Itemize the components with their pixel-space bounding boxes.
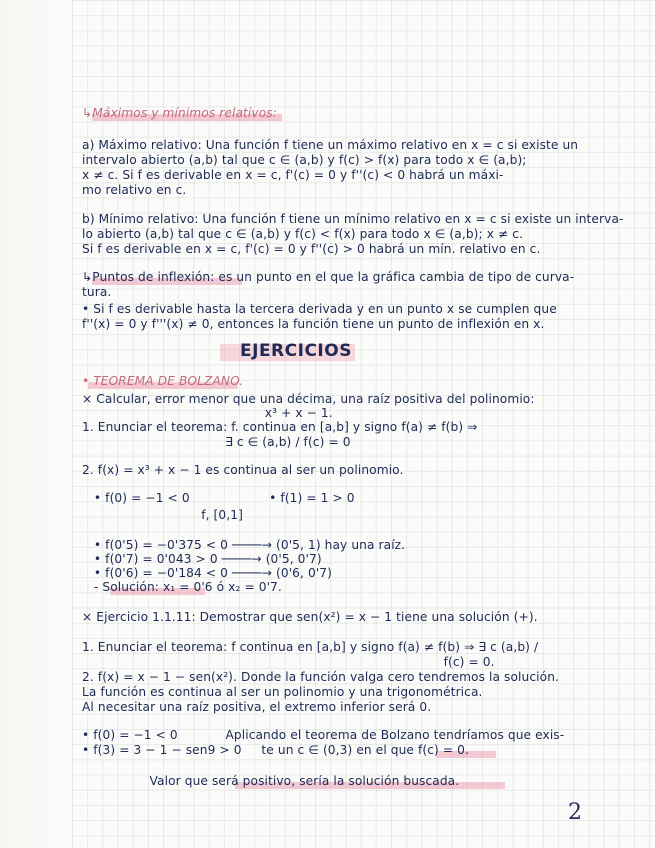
note-line: mo relativo en c. [82, 183, 187, 197]
note-line: La función es continua al ser un polinomio y una trigonométrica. [82, 685, 483, 699]
note-line: f''(x) = 0 y f'''(x) ≠ 0, entonces la función tiene un punto de inflexión en x. [82, 317, 545, 331]
note-line: ↳Máximos y mínimos relativos: [82, 106, 277, 120]
note-line: ↳Puntos de inflexión: es un punto en el que la gráfica cambia de tipo de curva- [82, 270, 575, 284]
note-line: • f(0) = −1 < 0 Aplicando el teorema de Bolzano tendríamos que exis- [82, 728, 565, 742]
note-line: 1. Enunciar el teorema: f. continua en [a,b] y signo f(a) ≠ f(b) ⇒ [82, 420, 478, 434]
note-line: 2. f(x) = x³ + x − 1 es continua al ser un polinomio. [82, 463, 404, 477]
note-line: 1. Enunciar el teorema: f continua en [a,b] y signo f(a) ≠ f(b) ⇒ ∃ c (a,b) / [82, 640, 539, 654]
note-line: tura. [82, 285, 112, 299]
note-line: Si f es derivable en x = c, f'(c) = 0 y f''(c) > 0 habrá un mín. relativo en c. [82, 242, 541, 256]
note-line: × Calcular, error menor que una décima, una raíz positiva del polinomio: [82, 392, 535, 406]
note-line: 2. f(x) = x − 1 − sen(x²). Donde la función valga cero tendremos la solución. [82, 670, 560, 684]
note-line: lo abierto (a,b) tal que c ∈ (a,b) y f(c) < f(x) para todo x ∈ (a,b); x ≠ c. [82, 227, 524, 241]
note-line: a) Máximo relativo: Una función f tiene un máximo relativo en x = c si existe un [82, 138, 579, 152]
note-line: × Ejercicio 1.1.11: Demostrar que sen(x²) = x − 1 tiene una solución (+). [82, 610, 538, 624]
note-line: x ≠ c. Si f es derivable en x = c, f'(c) = 0 y f''(c) < 0 habrá un máxi- [82, 168, 504, 182]
note-line: • Si f es derivable hasta la tercera derivada y en un punto x se cumplen que [82, 302, 557, 316]
note-line: • f(3) = 3 − 1 − sen9 > 0 te un c ∈ (0,3) en el que f(c) = 0. [82, 743, 469, 757]
note-line: x³ + x − 1. [82, 406, 333, 420]
note-line: - Solución: x₁ = 0'6 ó x₂ = 0'7. [82, 580, 282, 594]
note-line: f, [0,1] [82, 508, 243, 522]
note-line: intervalo abierto (a,b) tal que c ∈ (a,b) y f(c) > f(x) para todo x ∈ (a,b); [82, 153, 527, 167]
note-line: f(c) = 0. [82, 655, 495, 669]
note-line: • f(0'6) = −0'184 < 0 ────→ (0'6, 0'7) [82, 566, 332, 580]
note-line: ∃ c ∈ (a,b) / f(c) = 0 [82, 435, 351, 449]
note-line: • TEOREMA DE BOLZANO. [82, 374, 244, 388]
note-line: • f(0'5) = −0'375 < 0 ────→ (0'5, 1) hay una raíz. [82, 538, 406, 552]
page-number: 2 [568, 800, 582, 825]
note-line: • f(0'7) = 0'043 > 0 ────→ (0'5, 0'7) [82, 552, 322, 566]
note-line: • f(0) = −1 < 0 • f(1) = 1 > 0 [82, 491, 355, 505]
note-line: Al necesitar una raíz positiva, el extremo inferior será 0. [82, 700, 432, 714]
section-title: EJERCICIOS [240, 341, 352, 361]
note-line: b) Mínimo relativo: Una función f tiene un mínimo relativo en x = c si existe un interva- [82, 212, 624, 226]
page-margin [0, 0, 72, 848]
note-line: Valor que será positivo, sería la solución buscada. [82, 774, 460, 788]
